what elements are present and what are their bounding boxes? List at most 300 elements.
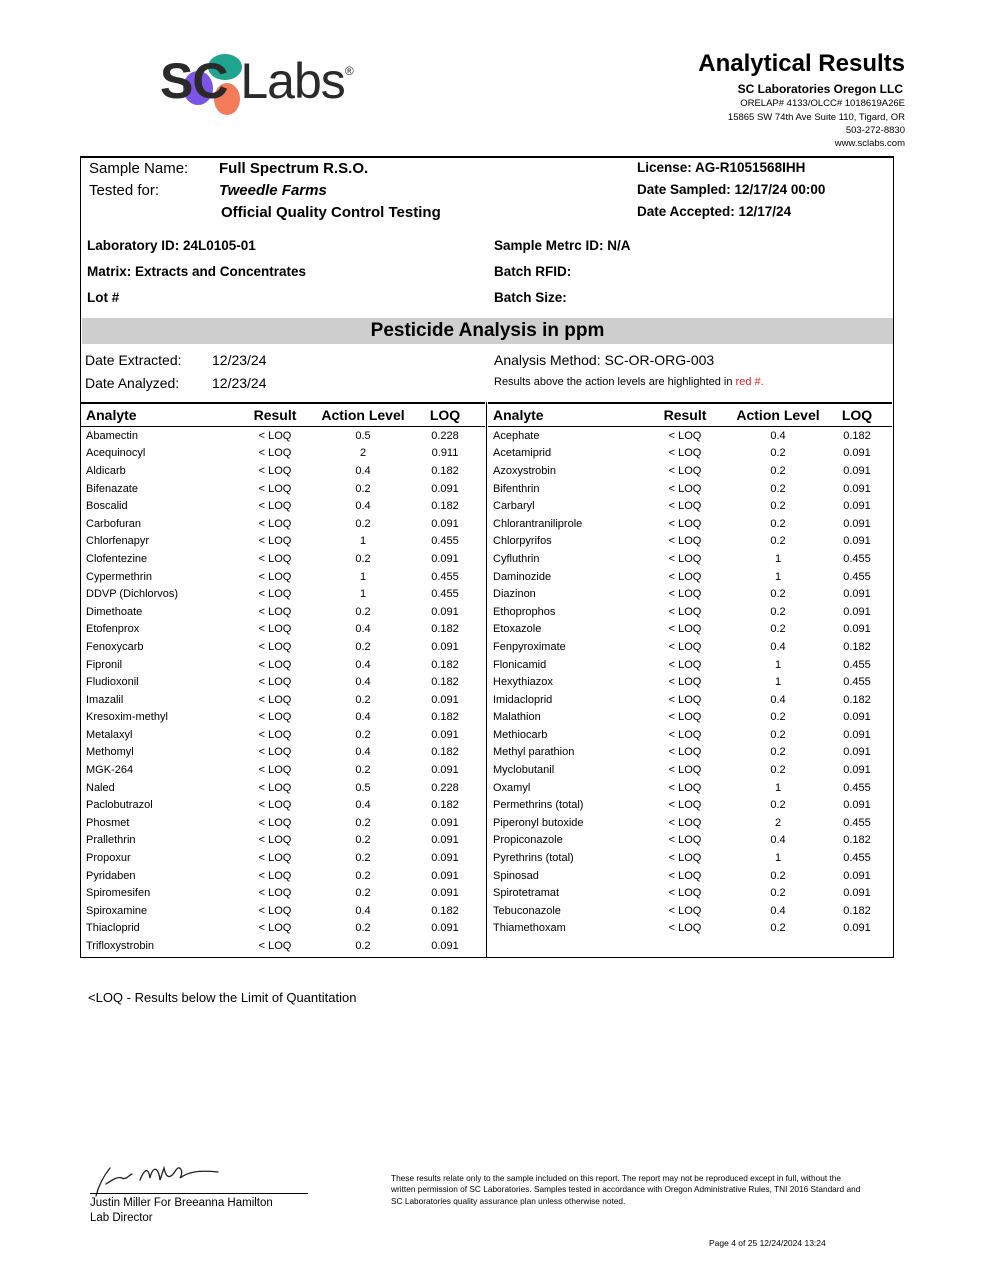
- action-level-cell: 0.2: [770, 535, 786, 548]
- table-row: [488, 480, 892, 498]
- result-cell: < LOQ: [668, 447, 702, 460]
- analyte-cell: Etoxazole: [493, 623, 542, 636]
- result-cell: < LOQ: [258, 517, 292, 530]
- loq-cell: 0.091: [843, 500, 871, 513]
- action-level-cell: 2: [359, 447, 367, 460]
- action-level-cell: 0.2: [770, 764, 786, 777]
- loq-cell: 0.091: [431, 693, 459, 706]
- loq-cell: 0.091: [431, 834, 459, 847]
- action-level-cell: 0.2: [355, 816, 371, 829]
- analyte-cell: Kresoxim-methyl: [86, 711, 168, 724]
- table-row: [81, 568, 485, 586]
- table-row: [81, 585, 485, 603]
- result-cell: < LOQ: [668, 887, 702, 900]
- action-level-cell: 0.5: [355, 429, 371, 442]
- action-level-cell: 0.2: [770, 517, 786, 530]
- analyte-cell: Spiromesifen: [86, 887, 151, 900]
- result-cell: < LOQ: [258, 588, 292, 601]
- analyte-cell: Azoxystrobin: [493, 464, 556, 477]
- report-title: Analytical Results: [698, 50, 905, 77]
- action-level-cell: 0.2: [770, 464, 786, 477]
- analyte-cell: Naled: [86, 781, 115, 794]
- action-level-cell: 0.2: [355, 728, 371, 741]
- table-row: [488, 462, 892, 480]
- date-accepted: Date Accepted: 12/17/24: [637, 204, 792, 219]
- loq-cell: 0.091: [843, 482, 871, 495]
- analyte-cell: Cyfluthrin: [493, 552, 540, 565]
- analyte-cell: Bifenazate: [86, 482, 138, 495]
- table-row: [488, 761, 892, 779]
- table-row: [81, 726, 485, 744]
- table-row: [488, 638, 892, 656]
- matrix: Matrix: Extracts and Concentrates: [87, 264, 307, 279]
- table-row: [488, 550, 892, 568]
- result-cell: < LOQ: [668, 570, 702, 583]
- action-level-cell: 0.2: [355, 605, 371, 618]
- analyte-cell: Thiacloprid: [86, 922, 140, 935]
- table-row: [81, 902, 485, 920]
- result-cell: < LOQ: [258, 623, 292, 636]
- action-level-cell: 0.4: [355, 746, 371, 759]
- analyte-cell: Daminozide: [493, 570, 552, 583]
- result-cell: < LOQ: [258, 940, 292, 953]
- analyte-cell: Cypermethrin: [86, 570, 153, 583]
- loq-cell: 0.182: [431, 658, 459, 671]
- loq-cell: 0.091: [431, 728, 459, 741]
- result-cell: < LOQ: [668, 676, 702, 689]
- result-cell: < LOQ: [258, 535, 292, 548]
- result-cell: < LOQ: [258, 570, 292, 583]
- analyte-cell: Propoxur: [86, 852, 131, 865]
- analyte-cell: Imidacloprid: [493, 693, 553, 706]
- loq-cell: 0.455: [431, 535, 459, 548]
- action-level-cell: 0.2: [770, 711, 786, 724]
- result-cell: < LOQ: [668, 482, 702, 495]
- action-level-cell: 1: [774, 658, 782, 671]
- logo-wordmark: [160, 52, 353, 110]
- table-row: [488, 621, 892, 639]
- table-row: [81, 480, 485, 498]
- action-level-cell: 0.4: [770, 834, 786, 847]
- action-level-cell: 1: [774, 570, 782, 583]
- loq-cell: 0.091: [843, 623, 871, 636]
- action-level-cell: 1: [774, 852, 782, 865]
- sample-metrc-id: Sample Metrc ID: N/A: [494, 238, 631, 253]
- table-row: [488, 515, 892, 533]
- analyte-cell: Permethrins (total): [493, 799, 584, 812]
- loq-cell: 0.091: [431, 764, 459, 777]
- result-cell: < LOQ: [668, 517, 702, 530]
- result-cell: < LOQ: [258, 904, 292, 917]
- result-cell: < LOQ: [668, 640, 702, 653]
- action-level-cell: 1: [359, 588, 367, 601]
- result-cell: < LOQ: [668, 658, 702, 671]
- table-row: [81, 533, 485, 551]
- table-body-left: [81, 427, 485, 955]
- col-action-level: Action Level: [734, 403, 822, 427]
- action-level-cell: 0.2: [770, 605, 786, 618]
- analyte-cell: Prallethrin: [86, 834, 136, 847]
- disclaimer: These results relate only to the sample included on this report. The report may not be reproduced except in full, without the written permission of SC Laboratories. Samples tested in accordance with Oregon Administrative Rules, TNI 2016 Standard and SC Laboratories quality assurance plan unless otherwise noted.: [391, 1173, 861, 1206]
- table-row: [81, 621, 485, 639]
- logo-text-main: SC: [160, 53, 228, 109]
- table-row: [81, 497, 485, 515]
- result-cell: < LOQ: [258, 922, 292, 935]
- analyte-cell: Fipronil: [86, 658, 123, 671]
- table-row: [488, 691, 892, 709]
- batch-size: Batch Size:: [494, 290, 567, 305]
- action-level-cell: 0.2: [770, 623, 786, 636]
- table-row: [81, 761, 485, 779]
- analyte-cell: Hexythiazox: [493, 676, 553, 689]
- result-cell: < LOQ: [258, 764, 292, 777]
- table-row: [488, 779, 892, 797]
- result-cell: < LOQ: [258, 887, 292, 900]
- result-cell: < LOQ: [258, 640, 292, 653]
- lab-address-line: 15865 SW 74th Ave Suite 110, Tigard, OR: [727, 112, 905, 123]
- analyte-cell: Spinosad: [493, 869, 539, 882]
- action-level-cell: 0.2: [770, 922, 786, 935]
- action-level-cell: 0.2: [355, 852, 371, 865]
- loq-footnote: <LOQ - Results below the Limit of Quantitation: [88, 990, 357, 1005]
- table-row: [488, 920, 892, 938]
- loq-cell: 0.091: [843, 887, 871, 900]
- action-level-cell: 0.2: [770, 447, 786, 460]
- loq-cell: 0.455: [431, 570, 459, 583]
- analyte-cell: DDVP (Dichlorvos): [86, 588, 179, 601]
- table-row: [488, 427, 892, 445]
- table-row: [488, 568, 892, 586]
- result-cell: < LOQ: [668, 852, 702, 865]
- analyte-cell: Dimethoate: [86, 605, 143, 618]
- loq-cell: 0.091: [431, 605, 459, 618]
- tested-for-value: Tweedle Farms: [219, 182, 327, 199]
- table-row: [81, 603, 485, 621]
- analyte-cell: Methyl parathion: [493, 746, 575, 759]
- analyte-cell: Ethoprophos: [493, 605, 556, 618]
- page-number: Page 4 of 25 12/24/2024 13:24: [709, 1238, 826, 1248]
- result-cell: < LOQ: [258, 711, 292, 724]
- loq-cell: 0.455: [843, 570, 871, 583]
- table-row: [81, 937, 485, 955]
- sample-name-value: Full Spectrum R.S.O.: [219, 160, 369, 177]
- batch-rfid: Batch RFID:: [494, 264, 572, 279]
- analyte-cell: Methiocarb: [493, 728, 548, 741]
- loq-cell: 0.091: [843, 464, 871, 477]
- loq-cell: 0.091: [843, 447, 871, 460]
- analyte-cell: Diazinon: [493, 588, 536, 601]
- action-level-cell: 0.2: [355, 834, 371, 847]
- laboratory-id: Laboratory ID: 24L0105-01: [87, 238, 256, 253]
- loq-cell: 0.182: [431, 746, 459, 759]
- loq-cell: 0.091: [431, 482, 459, 495]
- col-loq: LOQ: [405, 403, 485, 427]
- result-cell: < LOQ: [668, 816, 702, 829]
- result-cell: < LOQ: [258, 693, 292, 706]
- table-row: [488, 814, 892, 832]
- table-row: [488, 585, 892, 603]
- highlight-note: [494, 376, 764, 388]
- result-cell: < LOQ: [668, 605, 702, 618]
- loq-cell: 0.182: [843, 693, 871, 706]
- loq-cell: 0.091: [843, 799, 871, 812]
- loq-cell: 0.228: [431, 429, 459, 442]
- highlight-note-text: Results above the action levels are highlighted in: [494, 376, 736, 388]
- loq-cell: 0.091: [843, 711, 871, 724]
- action-level-cell: 0.4: [355, 904, 371, 917]
- table-row: [81, 779, 485, 797]
- result-cell: < LOQ: [668, 623, 702, 636]
- result-cell: < LOQ: [258, 781, 292, 794]
- analyte-cell: Fludioxonil: [86, 676, 139, 689]
- pesticide-table-left: [81, 402, 485, 955]
- table-row: [488, 656, 892, 674]
- result-cell: < LOQ: [668, 500, 702, 513]
- lab-website[interactable]: www.sclabs.com: [834, 138, 905, 149]
- action-level-cell: 1: [774, 552, 782, 565]
- result-cell: < LOQ: [258, 464, 292, 477]
- action-level-cell: 0.2: [355, 922, 371, 935]
- analyte-cell: Carbofuran: [86, 517, 142, 530]
- action-level-cell: 0.2: [355, 887, 371, 900]
- result-cell: < LOQ: [258, 799, 292, 812]
- table-row: [81, 550, 485, 568]
- action-level-cell: 0.4: [355, 711, 371, 724]
- table-row: [81, 691, 485, 709]
- analyte-cell: Myclobutanil: [493, 764, 555, 777]
- analyte-cell: Methomyl: [86, 746, 134, 759]
- qc-testing-label: Official Quality Control Testing: [221, 204, 441, 221]
- table-row: [81, 849, 485, 867]
- action-level-cell: 0.2: [355, 693, 371, 706]
- loq-cell: 0.091: [843, 535, 871, 548]
- result-cell: < LOQ: [668, 429, 702, 442]
- action-level-cell: 0.4: [355, 623, 371, 636]
- action-level-cell: 0.2: [770, 588, 786, 601]
- result-cell: < LOQ: [668, 799, 702, 812]
- table-row: [488, 832, 892, 850]
- result-cell: < LOQ: [258, 482, 292, 495]
- analyte-cell: Carbaryl: [493, 500, 535, 513]
- date-extracted-value: 12/23/24: [212, 352, 267, 368]
- analyte-cell: Oxamyl: [493, 781, 531, 794]
- lab-website-line[interactable]: [835, 138, 905, 149]
- table-row: [488, 726, 892, 744]
- analysis-method: Analysis Method: SC-OR-ORG-003: [494, 352, 715, 368]
- action-level-cell: 0.2: [770, 887, 786, 900]
- section-title: Pesticide Analysis in ppm: [82, 318, 893, 344]
- loq-cell: 0.182: [843, 834, 871, 847]
- col-analyte: Analyte: [81, 403, 229, 427]
- signer-title: Lab Director: [90, 1212, 153, 1224]
- analyte-cell: Propiconazole: [493, 834, 563, 847]
- result-cell: < LOQ: [668, 588, 702, 601]
- table-row: [81, 709, 485, 727]
- table-body-right: [488, 427, 892, 938]
- action-level-cell: 0.4: [770, 693, 786, 706]
- loq-cell: 0.091: [843, 746, 871, 759]
- analyte-cell: Boscalid: [86, 500, 128, 513]
- loq-cell: 0.091: [843, 517, 871, 530]
- analyte-cell: Acetamiprid: [493, 447, 552, 460]
- result-cell: < LOQ: [668, 552, 702, 565]
- table-row: [488, 867, 892, 885]
- analyte-cell: Chlorantraniliprole: [493, 517, 583, 530]
- table-row: [81, 796, 485, 814]
- loq-cell: 0.455: [431, 588, 459, 601]
- result-cell: < LOQ: [258, 852, 292, 865]
- table-row: [81, 462, 485, 480]
- action-level-cell: 0.4: [355, 658, 371, 671]
- loq-cell: 0.091: [843, 922, 871, 935]
- result-cell: < LOQ: [668, 922, 702, 935]
- result-cell: < LOQ: [258, 605, 292, 618]
- action-level-cell: 0.4: [770, 640, 786, 653]
- action-level-cell: 0.2: [355, 764, 371, 777]
- loq-cell: 0.911: [431, 447, 459, 460]
- analyte-cell: Bifenthrin: [493, 482, 540, 495]
- loq-cell: 0.182: [431, 799, 459, 812]
- action-level-cell: 0.2: [355, 517, 371, 530]
- action-level-cell: 0.4: [770, 904, 786, 917]
- result-cell: < LOQ: [668, 728, 702, 741]
- loq-cell: 0.091: [431, 922, 459, 935]
- action-level-cell: 1: [774, 781, 782, 794]
- action-level-cell: 0.2: [355, 482, 371, 495]
- analyte-cell: Paclobutrazol: [86, 799, 153, 812]
- table-row: [81, 832, 485, 850]
- date-extracted-label: Date Extracted:: [85, 352, 182, 368]
- action-level-cell: 0.4: [355, 500, 371, 513]
- loq-cell: 0.182: [431, 623, 459, 636]
- date-analyzed-label: Date Analyzed:: [85, 375, 180, 391]
- analyte-cell: Acephate: [493, 429, 540, 442]
- loq-cell: 0.091: [843, 764, 871, 777]
- table-row: [81, 515, 485, 533]
- signer-name: Justin Miller For Breeanna Hamilton: [90, 1197, 273, 1209]
- analyte-cell: Etofenprox: [86, 623, 140, 636]
- table-row: [488, 849, 892, 867]
- table-row: [81, 427, 485, 445]
- analyte-cell: Phosmet: [86, 816, 130, 829]
- result-cell: < LOQ: [258, 676, 292, 689]
- action-level-cell: 0.2: [355, 869, 371, 882]
- loq-cell: 0.182: [431, 500, 459, 513]
- analyte-cell: Spiroxamine: [86, 904, 148, 917]
- analyte-cell: Piperonyl butoxide: [493, 816, 584, 829]
- loq-cell: 0.182: [843, 640, 871, 653]
- table-row: [488, 796, 892, 814]
- analyte-cell: Pyrethrins (total): [493, 852, 574, 865]
- loq-cell: 0.091: [431, 640, 459, 653]
- table-row: [488, 902, 892, 920]
- loq-cell: 0.182: [843, 904, 871, 917]
- table-row: [81, 744, 485, 762]
- analyte-cell: Malathion: [493, 711, 541, 724]
- table-header-row: [488, 403, 892, 427]
- loq-cell: 0.455: [843, 552, 871, 565]
- col-result: Result: [229, 403, 321, 427]
- action-level-cell: 1: [774, 676, 782, 689]
- action-level-cell: 0.2: [770, 482, 786, 495]
- analyte-cell: Spirotetramat: [493, 887, 560, 900]
- loq-cell: 0.182: [431, 464, 459, 477]
- table-row: [488, 497, 892, 515]
- analyte-cell: Flonicamid: [493, 658, 547, 671]
- lab-phone-line: 503-272-8830: [845, 125, 905, 136]
- loq-cell: 0.091: [843, 605, 871, 618]
- result-cell: < LOQ: [258, 746, 292, 759]
- result-cell: < LOQ: [258, 658, 292, 671]
- result-cell: < LOQ: [668, 464, 702, 477]
- result-cell: < LOQ: [668, 834, 702, 847]
- loq-cell: 0.091: [431, 816, 459, 829]
- logo-text-sub: Labs: [240, 53, 345, 109]
- loq-cell: 0.091: [431, 940, 459, 953]
- action-level-cell: 0.4: [770, 429, 786, 442]
- table-row: [488, 533, 892, 551]
- loq-cell: 0.182: [431, 676, 459, 689]
- date-analyzed-value: 12/23/24: [212, 375, 267, 391]
- license: License: AG-R1051568IHH: [637, 160, 806, 175]
- table-row: [81, 656, 485, 674]
- col-action-level: Action Level: [321, 403, 405, 427]
- company-name: SC Laboratories Oregon LLC: [737, 82, 903, 96]
- action-level-cell: 0.2: [770, 728, 786, 741]
- action-level-cell: 1: [359, 570, 367, 583]
- loq-cell: 0.091: [843, 869, 871, 882]
- loq-cell: 0.091: [431, 552, 459, 565]
- analyte-cell: MGK-264: [86, 764, 134, 777]
- signature-line: [90, 1193, 308, 1194]
- result-cell: < LOQ: [668, 904, 702, 917]
- loq-cell: 0.182: [431, 711, 459, 724]
- result-cell: < LOQ: [668, 746, 702, 759]
- table-row: [488, 884, 892, 902]
- table-row: [81, 638, 485, 656]
- table-row: [81, 814, 485, 832]
- result-cell: < LOQ: [668, 535, 702, 548]
- action-level-cell: 2: [774, 816, 782, 829]
- action-level-cell: 0.4: [355, 676, 371, 689]
- table-row: [81, 445, 485, 463]
- analyte-cell: Thiamethoxam: [493, 922, 566, 935]
- result-cell: < LOQ: [258, 728, 292, 741]
- col-analyte: Analyte: [488, 403, 636, 427]
- result-cell: < LOQ: [668, 711, 702, 724]
- action-level-cell: 0.4: [355, 799, 371, 812]
- action-level-cell: 0.2: [770, 500, 786, 513]
- result-cell: < LOQ: [258, 834, 292, 847]
- table-header-row: [81, 403, 485, 427]
- result-cell: < LOQ: [668, 764, 702, 777]
- analyte-cell: Metalaxyl: [86, 728, 133, 741]
- analyte-cell: Clofentezine: [86, 552, 148, 565]
- date-sampled: Date Sampled: 12/17/24 00:00: [637, 182, 826, 197]
- loq-cell: 0.455: [843, 816, 871, 829]
- table-row: [81, 920, 485, 938]
- action-level-cell: 0.2: [355, 640, 371, 653]
- action-level-cell: 0.4: [355, 464, 371, 477]
- result-cell: < LOQ: [258, 552, 292, 565]
- result-cell: < LOQ: [258, 500, 292, 513]
- table-row: [81, 673, 485, 691]
- loq-cell: 0.182: [431, 904, 459, 917]
- loq-cell: 0.455: [843, 658, 871, 671]
- action-level-cell: 1: [359, 535, 367, 548]
- action-level-cell: 0.2: [770, 869, 786, 882]
- signature-image: [88, 1158, 288, 1198]
